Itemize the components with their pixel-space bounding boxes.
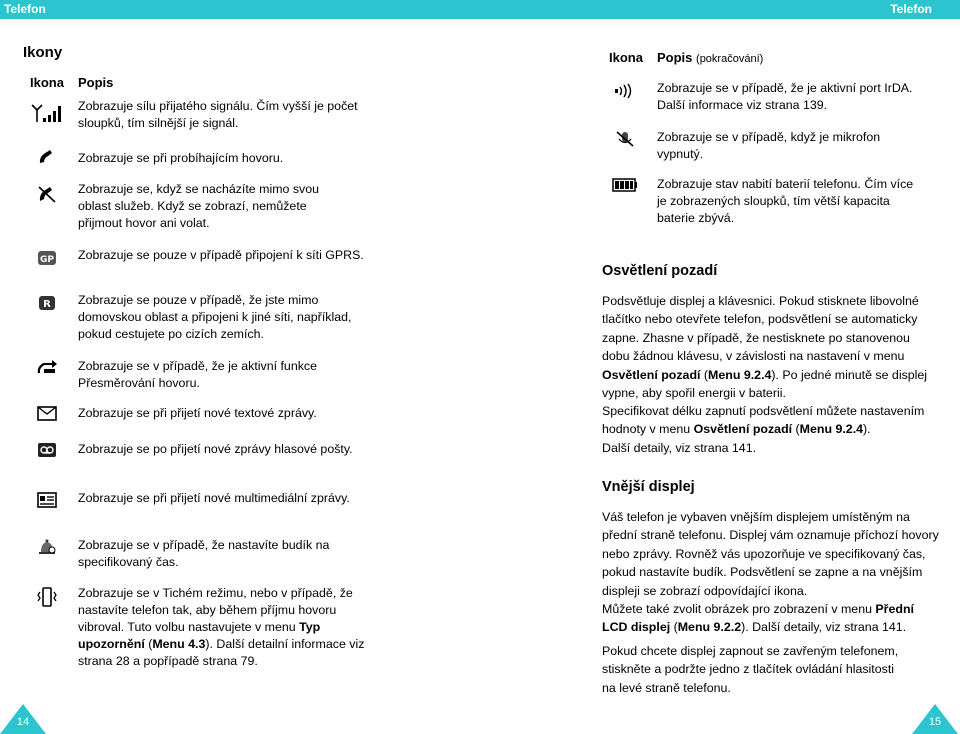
paragraph-backlight-2: Specifikovat délku zapnutí podsvětlení můžete nastavením hodnoty v menu Osvětlení pozadí (Menu 9.2.4). Další detaily, viz strana 141. [602, 404, 925, 455]
desc-no-service: Zobrazuje se, když se nacházíte mimo svou oblast služeb. Když se zobrazí, nemůžete přijmout hovor ani volat. [78, 182, 320, 230]
desc-gprs: Zobrazuje se pouze v případě připojení k síti GPRS. [78, 248, 364, 262]
desc-call-in-progress: Zobrazuje se při probíhajícím hovoru. [78, 151, 284, 165]
section-title-icons: Ikony [23, 44, 63, 61]
svg-text:R: R [43, 299, 51, 310]
desc-alarm: Zobrazuje se v případě, že nastavíte budík na specifikovaný čas. [78, 538, 330, 569]
col-header-description: Popis [78, 75, 114, 90]
desc-new-multimedia-message: Zobrazuje se při přijetí nové multimediální zprávy. [78, 491, 350, 505]
desc-voicemail: Zobrazuje se po přijetí nové zprávy hlasové pošty. [78, 442, 353, 456]
desc-mic-muted: Zobrazuje se v případě, když je mikrofon vypnutý. [657, 130, 881, 161]
desc-call-forwarding: Zobrazuje se v případě, že je aktivní funkce Přesměrování hovoru. [78, 359, 317, 390]
gprs-icon [37, 250, 57, 266]
desc-battery: Zobrazuje stav nabití baterií telefonu. Čím více je zobrazených sloupků, tím větší kapacita baterie zbývá. [657, 177, 914, 225]
desc-roaming: Zobrazuje se pouze v případě, že jste mimo domovskou oblast a připojeni k jiné síti, například, pokud cestujete po cizích zemích. [78, 293, 352, 341]
heading-external-display: Vnější displej [602, 479, 695, 495]
desc-silent-mode: Zobrazuje se v Tichém režimu, nebo v případě, že nastavíte telefon tak, aby během příjmu hovoru vibroval. Tuto volbu nastavujete v menu Typ upozornění (Menu 4.3). Další detailní informace viz strana 28 a popřípadě strana 79. [78, 586, 365, 668]
svg-text:GP: GP [40, 255, 54, 265]
header-bar [0, 0, 960, 19]
no-service-icon [37, 185, 57, 203]
voicemail-icon [37, 442, 57, 458]
alarm-icon [37, 538, 57, 556]
col-header-icon-right: Ikona [609, 50, 643, 65]
new-multimedia-message-icon [37, 492, 57, 508]
mic-muted-icon [615, 130, 635, 148]
paragraph-external-3: Pokud chcete displej zapnout se zavřeným telefonem, stiskněte a podržte jedno z tlačítek ovládání hlasitosti na levé straně telefonu. [602, 644, 899, 695]
call-forwarding-icon [36, 359, 58, 375]
desc-new-text-message: Zobrazuje se při přijetí nové textové zprávy. [78, 406, 317, 420]
page-number-left-wrap [0, 700, 46, 734]
roaming-icon [38, 295, 56, 311]
desc-irda: Zobrazuje se v případě, že je aktivní port IrDA. Další informace viz strana 139. [657, 81, 913, 112]
signal-strength-icon [31, 103, 63, 123]
page-number-right-wrap [912, 700, 958, 734]
page-number-right: 15 [928, 716, 942, 728]
paragraph-external-2: Můžete také zvolit obrázek pro zobrazení v menu Přední LCD displej (Menu 9.2.2). Další detaily, viz strana 141. [602, 602, 914, 635]
col-header-icon: Ikona [30, 75, 64, 90]
heading-backlight: Osvětlení pozadí [602, 263, 718, 279]
new-text-message-icon [37, 406, 57, 421]
paragraph-backlight-1: Podsvětluje displej a klávesnici. Pokud stisknete libovolné tlačítko nebo otevřete telefon, podsvětlení se automaticky zapne. Zhasne v případě, že nestisknete po stanovenou dobu žádnou klávesu, v závislosti na nastavení v menu Osvětlení pozadí (Menu 9.2.4). Po jedné minutě se displej vypne, aby spořil energii v baterii. [602, 294, 928, 401]
silent-mode-vibrate-icon [37, 586, 57, 608]
paragraph-external-1: Váš telefon je vybaven vnějším displejem umístěným na přední straně telefonu. Displej vám oznamuje příchozí hovory nebo zprávy. Rovněž vás upozorňuje ve specifikovaný čas, pokud nastavíte budík. Podsvětlení se zapne a na vnějším displeji se zobrazí odpovídající ikona. [602, 510, 939, 598]
col-header-description-right: Popis (pokračování) [657, 50, 764, 65]
irda-icon [614, 83, 634, 99]
header-left-title: Telefon [4, 2, 46, 16]
page-number-left: 14 [16, 716, 30, 728]
header-right-title: Telefon [890, 2, 932, 16]
desc-signal-strength: Zobrazuje sílu přijatého signálu. Čím vyšší je počet sloupků, tím silnější je signál. [78, 99, 358, 130]
battery-icon [612, 178, 638, 192]
call-in-progress-icon [37, 149, 57, 165]
